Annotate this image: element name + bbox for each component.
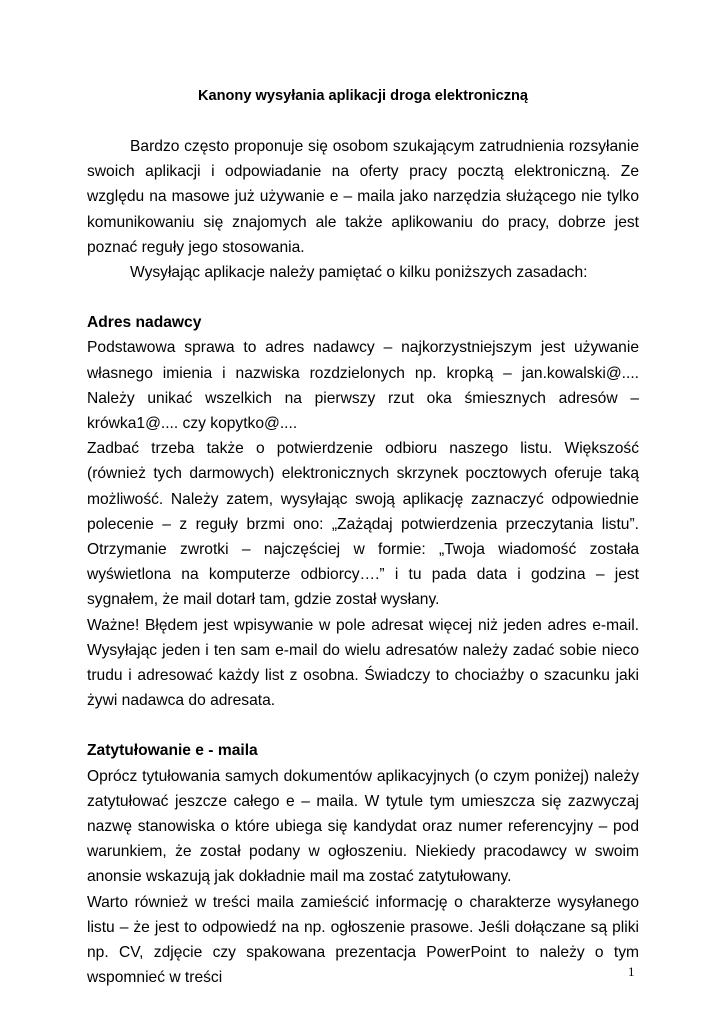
document-title: Kanony wysyłania aplikacji droga elektroniczną [197,88,529,104]
document-body [87,84,639,991]
section-email-title [87,738,639,990]
section-paragraph: Warto również w treści maila zamieścić informację o charakterze wysyłanego listu – że jest to odpowiedź na np. ogłoszenie prasowe. Jeśli dołączane są pliki np. CV, zdjęcie czy spakowana prezentacja PowerPoint to należy o tym wspomnieć w treści [87,893,639,987]
spacer [87,713,639,738]
intro-paragraph: Bardzo często proponuje się osobom szukającym zatrudnienia rozsyłanie swoich aplikacji i odpowiadanie na oferty pracy pocztą elektroniczną. Ze względu na masowe już używanie e – maila jako narzędzia służącego nie tylko komunikowaniu się znajomych ale także aplikowaniu do pracy, dobrze jest poznać reguły jego stosowania. [87,138,639,256]
spacer [87,285,639,310]
section-paragraph: Podstawowa sprawa to adres nadawcy – najkorzystniejszym jest używanie własnego imienia i nazwiska rozdzielonych np. kropką – jan.kowalski@.... Należy unikać wszelkich na pierwszy rzut oka śmiesznych adresów – krówka1@.... czy kopytko@.... [87,339,639,433]
section-heading: Adres nadawcy [87,314,202,332]
intro-paragraph: Wysyłając aplikacje należy pamiętać o kilku poniższych zasadach: [130,264,588,282]
section-paragraph: Ważne! Błędem jest wpisywanie w pole adresat więcej niż jeden adres e-mail. Wysyłając jeden i ten sam e-mail do wielu adresatów należy zadać sobie nieco trudu i adresować każdy list z osobna. Świadczy to chociażby o szacunku jaki żywi nadawca do adresata. [87,616,639,710]
section-paragraph: Zadbać trzeba także o potwierdzenie odbioru naszego listu. Większość (również tych darmowych) elektronicznych skrzynek pocztowych oferuje taką możliwość. Należy zatem, wysyłając swoją aplikację zaznaczyć odpowiednie polecenie – z reguły brzmi ono: „Zażądaj potwierdzenia przeczytania listu”. Otrzymanie zwrotki – najczęściej w formie: „Twoja wiadomość została wyświetlona na komputerze odbiorcy….” i tu pada data i godzina – jest sygnałem, że mail dotarł tam, gdzie został wysłany. [87,440,639,609]
section-sender-address [87,310,639,713]
page-number: 1 [628,964,635,979]
section-heading: Zatytułowanie e - maila [87,742,258,760]
section-paragraph: Oprócz tytułowania samych dokumentów aplikacyjnych (o czym poniżej) należy zatytułować jeszcze całego e – maila. W tytule tym umieszcza się zazwyczaj nazwę stanowiska o które ubiega się kandydat oraz numer referencyjny – pod warunkiem, że został podany w ogłoszeniu. Niekiedy pracodawcy w swoim anonsie wskazują jak dokładnie mail ma zostać zatytułowany. [87,767,639,886]
spacer [87,109,639,134]
